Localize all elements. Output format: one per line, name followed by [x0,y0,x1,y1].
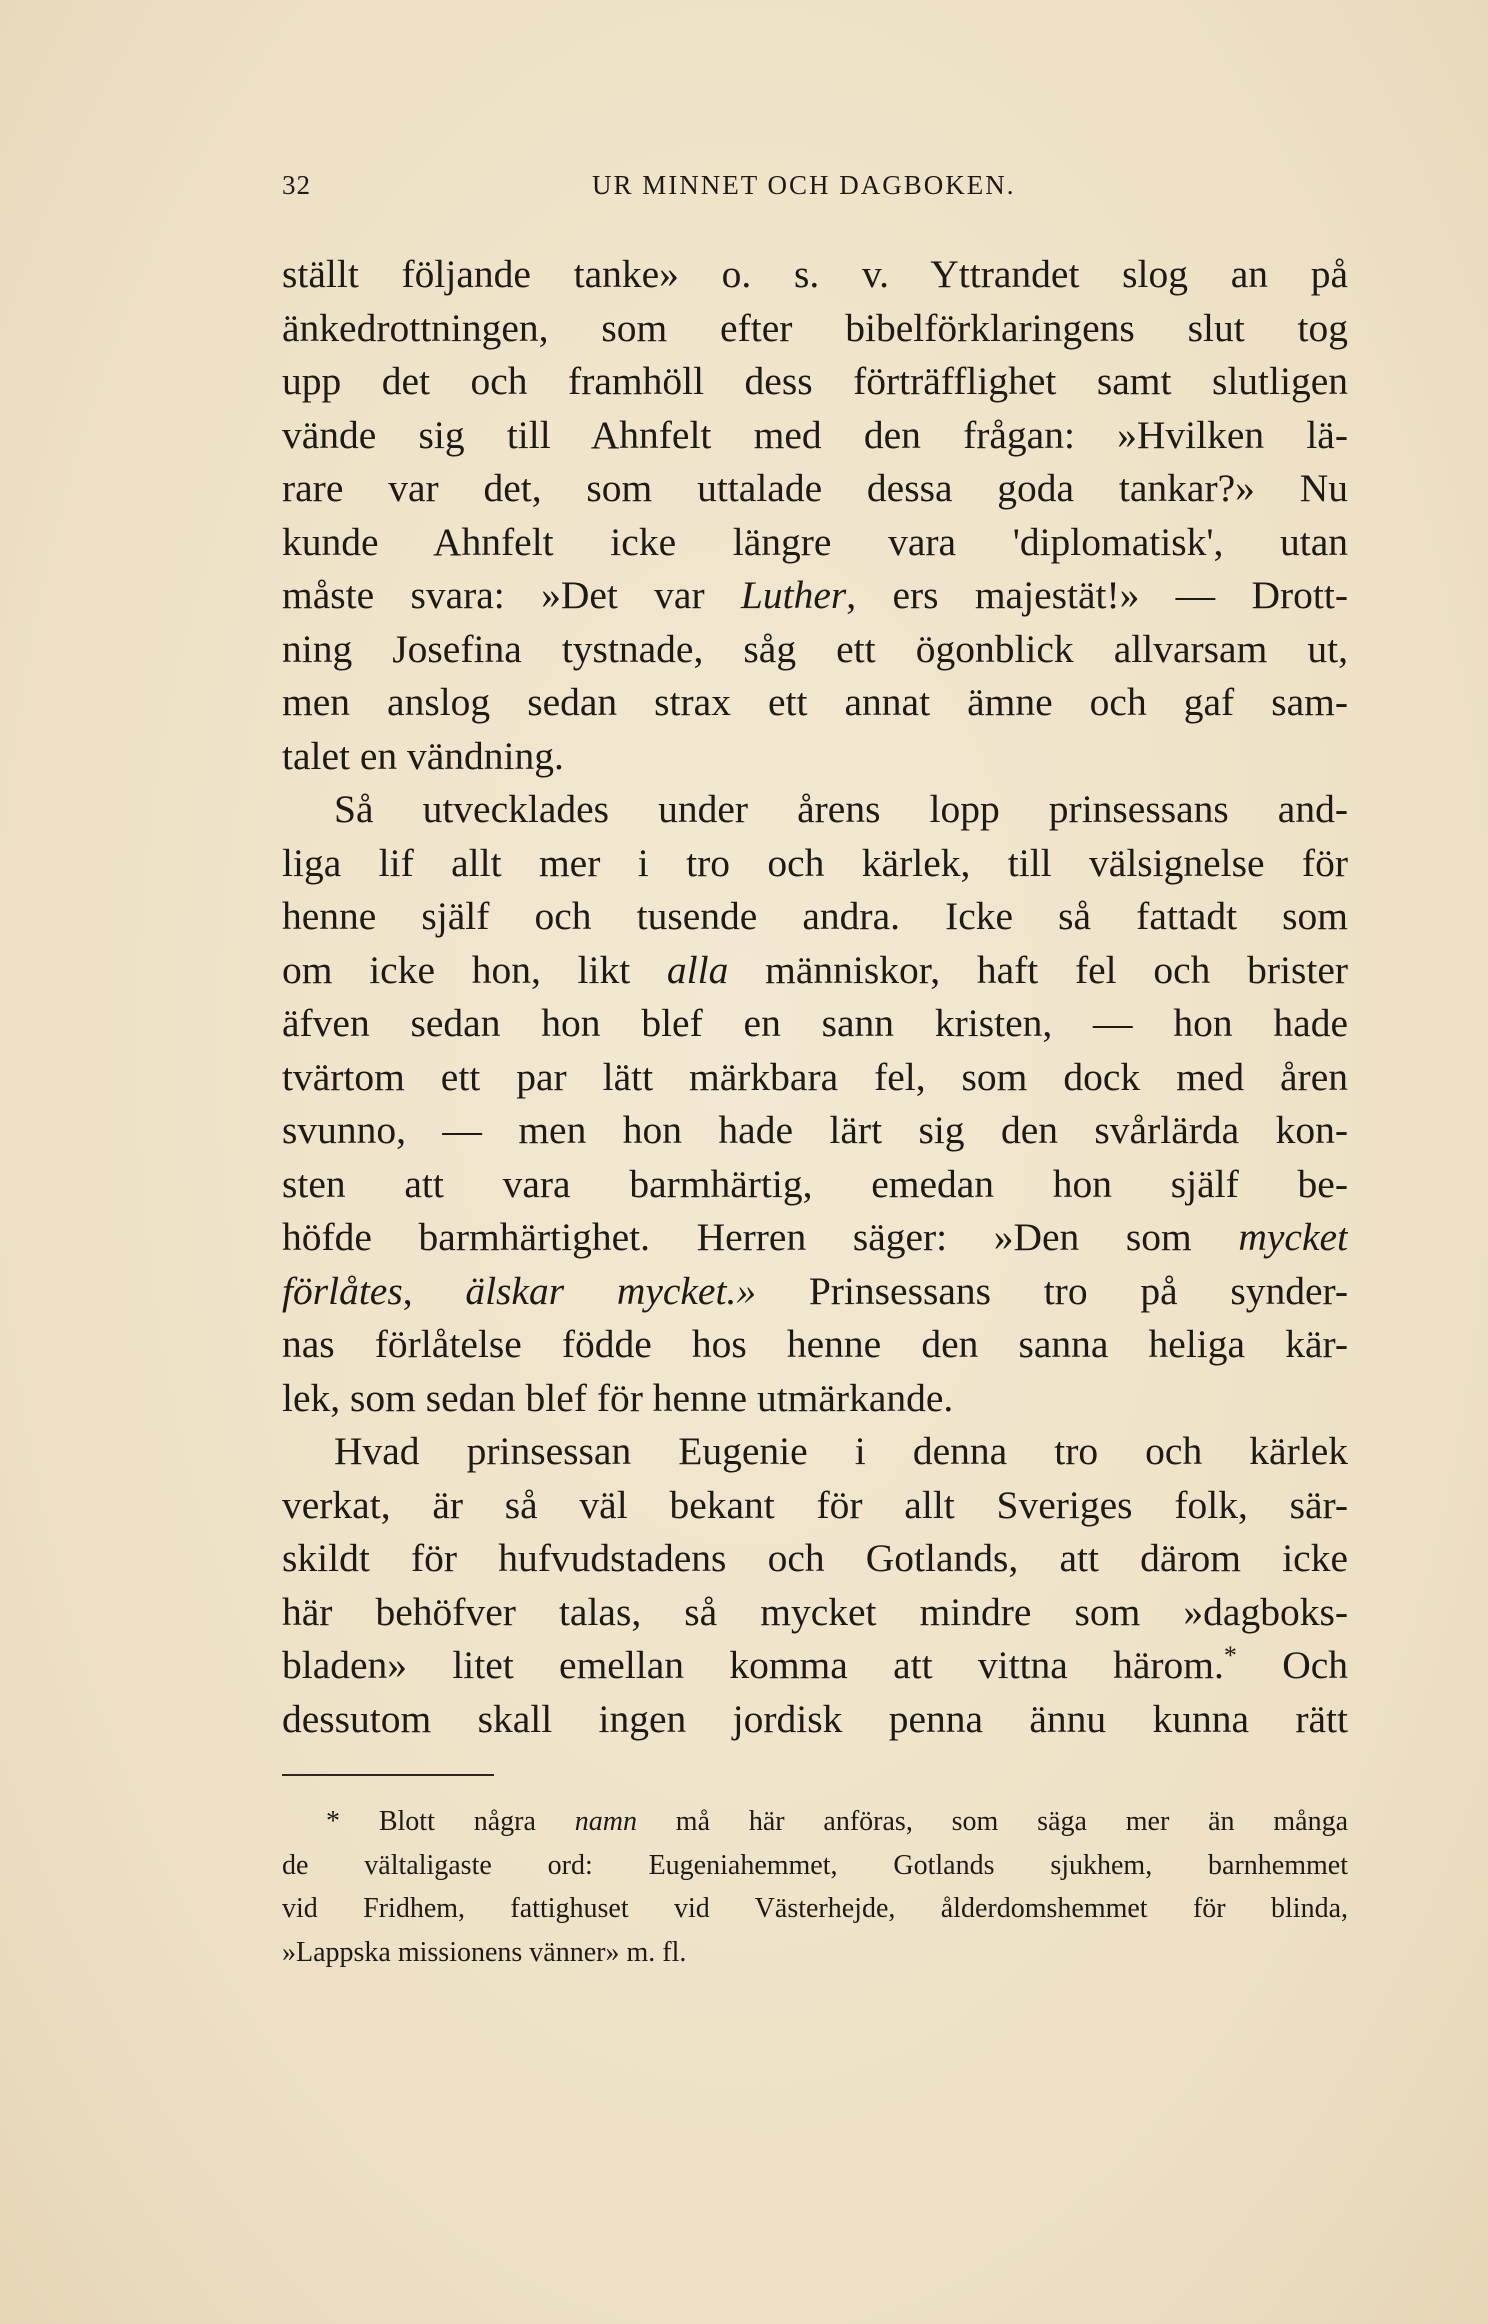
page-number: 32 [282,170,311,200]
text-line: Så utvecklades under årens lopp prinsessans and- [334,787,1348,831]
running-title: UR MINNET OCH DAGBOKEN. [592,170,1016,200]
footnote-line: * Blott några namn må här anföras, som säga mer än många [326,1806,1348,1837]
text-line: liga lif allt mer i tro och kärlek, till välsignelse för [282,840,1348,885]
italic-emphasis: förlåtes [282,1268,403,1313]
text-line: förlåtes, älskar mycket.» Prinsessans tro på synder- [282,1268,1348,1313]
text-line: måste svara: »Det var Luther, ers majestät!» — Drott- [282,573,1348,617]
text-line: tvärtom ett par lätt märkbara fel, som dock med åren [282,1054,1348,1099]
footnote-reference: * [1223,1640,1237,1670]
text-line: rare var det, som uttalade dessa goda tankar?» Nu [282,466,1348,510]
footnote-divider [282,1774,494,1776]
italic-emphasis: Luther [740,573,847,617]
text-line: verkat, är så väl bekant för allt Sveriges folk, sär- [282,1482,1348,1527]
text-line: henne själf och tusende andra. Icke så fattadt som [282,894,1348,938]
text-line: men anslog sedan strax ett annat ämne och gaf sam- [282,680,1348,724]
italic-emphasis: mycket [1238,1215,1348,1259]
text-line: om icke hon, likt alla människor, haft fel och brister [282,947,1348,992]
text-line: kunde Ahnfelt icke längre vara 'diplomatisk', utan [282,519,1348,564]
text-line: skildt för hufvudstadens och Gotlands, att därom icke [282,1536,1348,1580]
text-line: talet en vändning. [282,733,564,778]
text-line: nas förlåtelse födde hos henne den sanna heliga kär- [282,1322,1348,1366]
footnote-line: »Lappska missionens vänner» m. fl. [282,1936,687,1968]
text-line: dessutom skall ingen jordisk penna ännu kunna rätt [282,1696,1348,1741]
text-line: sten att vara barmhärtig, emedan hon själf be- [282,1161,1348,1206]
text-line: svunno, — men hon hade lärt sig den svårlärda kon- [282,1108,1348,1152]
text-line: änkedrottningen, som efter bibelförklaringens slut tog [282,305,1348,350]
text-line: upp det och framhöll dess förträfflighet samt slutligen [282,359,1348,403]
italic-emphasis: alla [666,947,729,992]
text-line: vände sig till Ahnfelt med den frågan: »Hvilken lä- [282,412,1348,457]
text-line: Hvad prinsessan Eugenie i denna tro och kärlek [334,1429,1348,1473]
text-line: lek, som sedan blef för henne utmärkande. [282,1375,954,1420]
footnote-line: vid Fridhem, fattighuset vid Västerhejde, ålderdomshemmet för blinda, [282,1893,1348,1924]
text-line: höfde barmhärtighet. Herren säger: »Den som mycket [282,1215,1348,1259]
text-line: äfven sedan hon blef en sann kristen, — hon hade [282,1001,1348,1045]
text-line: här behöfver talas, så mycket mindre som »dagboks- [282,1589,1348,1634]
footnote [282,1800,1348,1974]
text-line: bladen» litet emellan komma att vittna härom.* Och [282,1640,1348,1687]
text-line: ning Josefina tystnade, såg ett ögonblick allvarsam ut, [282,626,1348,671]
footnote-marker: * [326,1806,340,1837]
body-text [282,248,1348,1746]
text-line: ställt följande tanke» o. s. v. Yttrandet slog an på [282,252,1348,296]
italic-emphasis: älskar mycket.» [465,1268,757,1313]
footnote-line: de vältaligaste ord: Eugeniahemmet, Gotlands sjukhem, barnhemmet [282,1849,1348,1881]
italic-emphasis: namn [574,1806,637,1837]
running-head [282,170,1348,210]
